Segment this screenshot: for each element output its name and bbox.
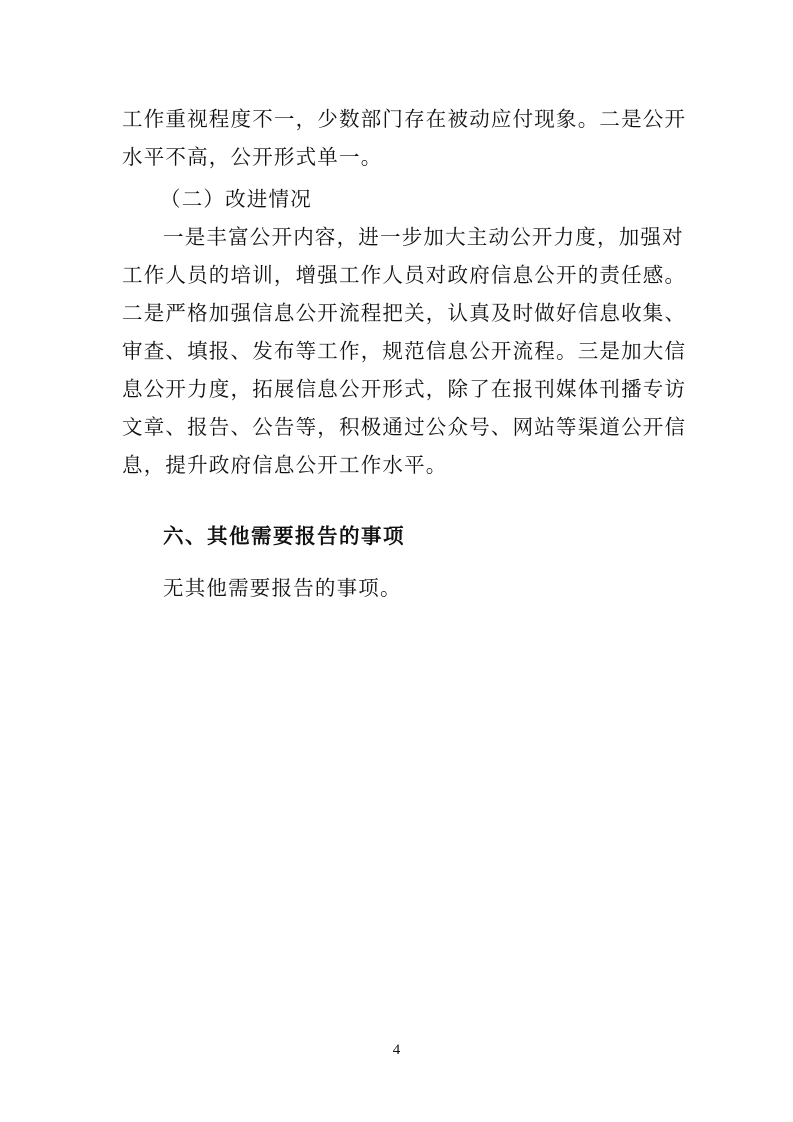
paragraph-problems-continued: [122, 100, 687, 176]
text-line: 息，提升政府信息公开工作水平。: [122, 453, 448, 477]
text-line: 工作重视程度不一，少数部门存在被动应付现象。二是公开: [122, 107, 687, 131]
text-line: 文章、报告、公告等，积极通过公众号、网站等渠道公开信: [122, 415, 687, 439]
text-line: 二是严格加强信息公开流程把关，认真及时做好信息收集、: [122, 301, 687, 325]
text-line: 一是丰富公开内容，进一步加大主动公开力度，加强对: [163, 225, 684, 249]
text-line: 审查、填报、发布等工作，规范信息公开流程。三是加大信: [122, 339, 687, 363]
page-number: 4: [392, 1042, 401, 1058]
text-line: 息公开力度，拓展信息公开形式，除了在报刊媒体刊播专访: [122, 377, 687, 401]
paragraph-improvements: [122, 218, 687, 484]
section-heading: 六、其他需要报告的事项: [163, 524, 405, 548]
subheading-block: [122, 180, 674, 218]
text-line: 水平不高，公开形式单一。: [122, 145, 383, 169]
section-body: 无其他需要报告的事项。: [163, 576, 402, 600]
subheading-improvements: （二）改进情况: [160, 187, 312, 211]
text-line: 工作人员的培训，增强工作人员对政府信息公开的责任感。: [122, 263, 687, 287]
